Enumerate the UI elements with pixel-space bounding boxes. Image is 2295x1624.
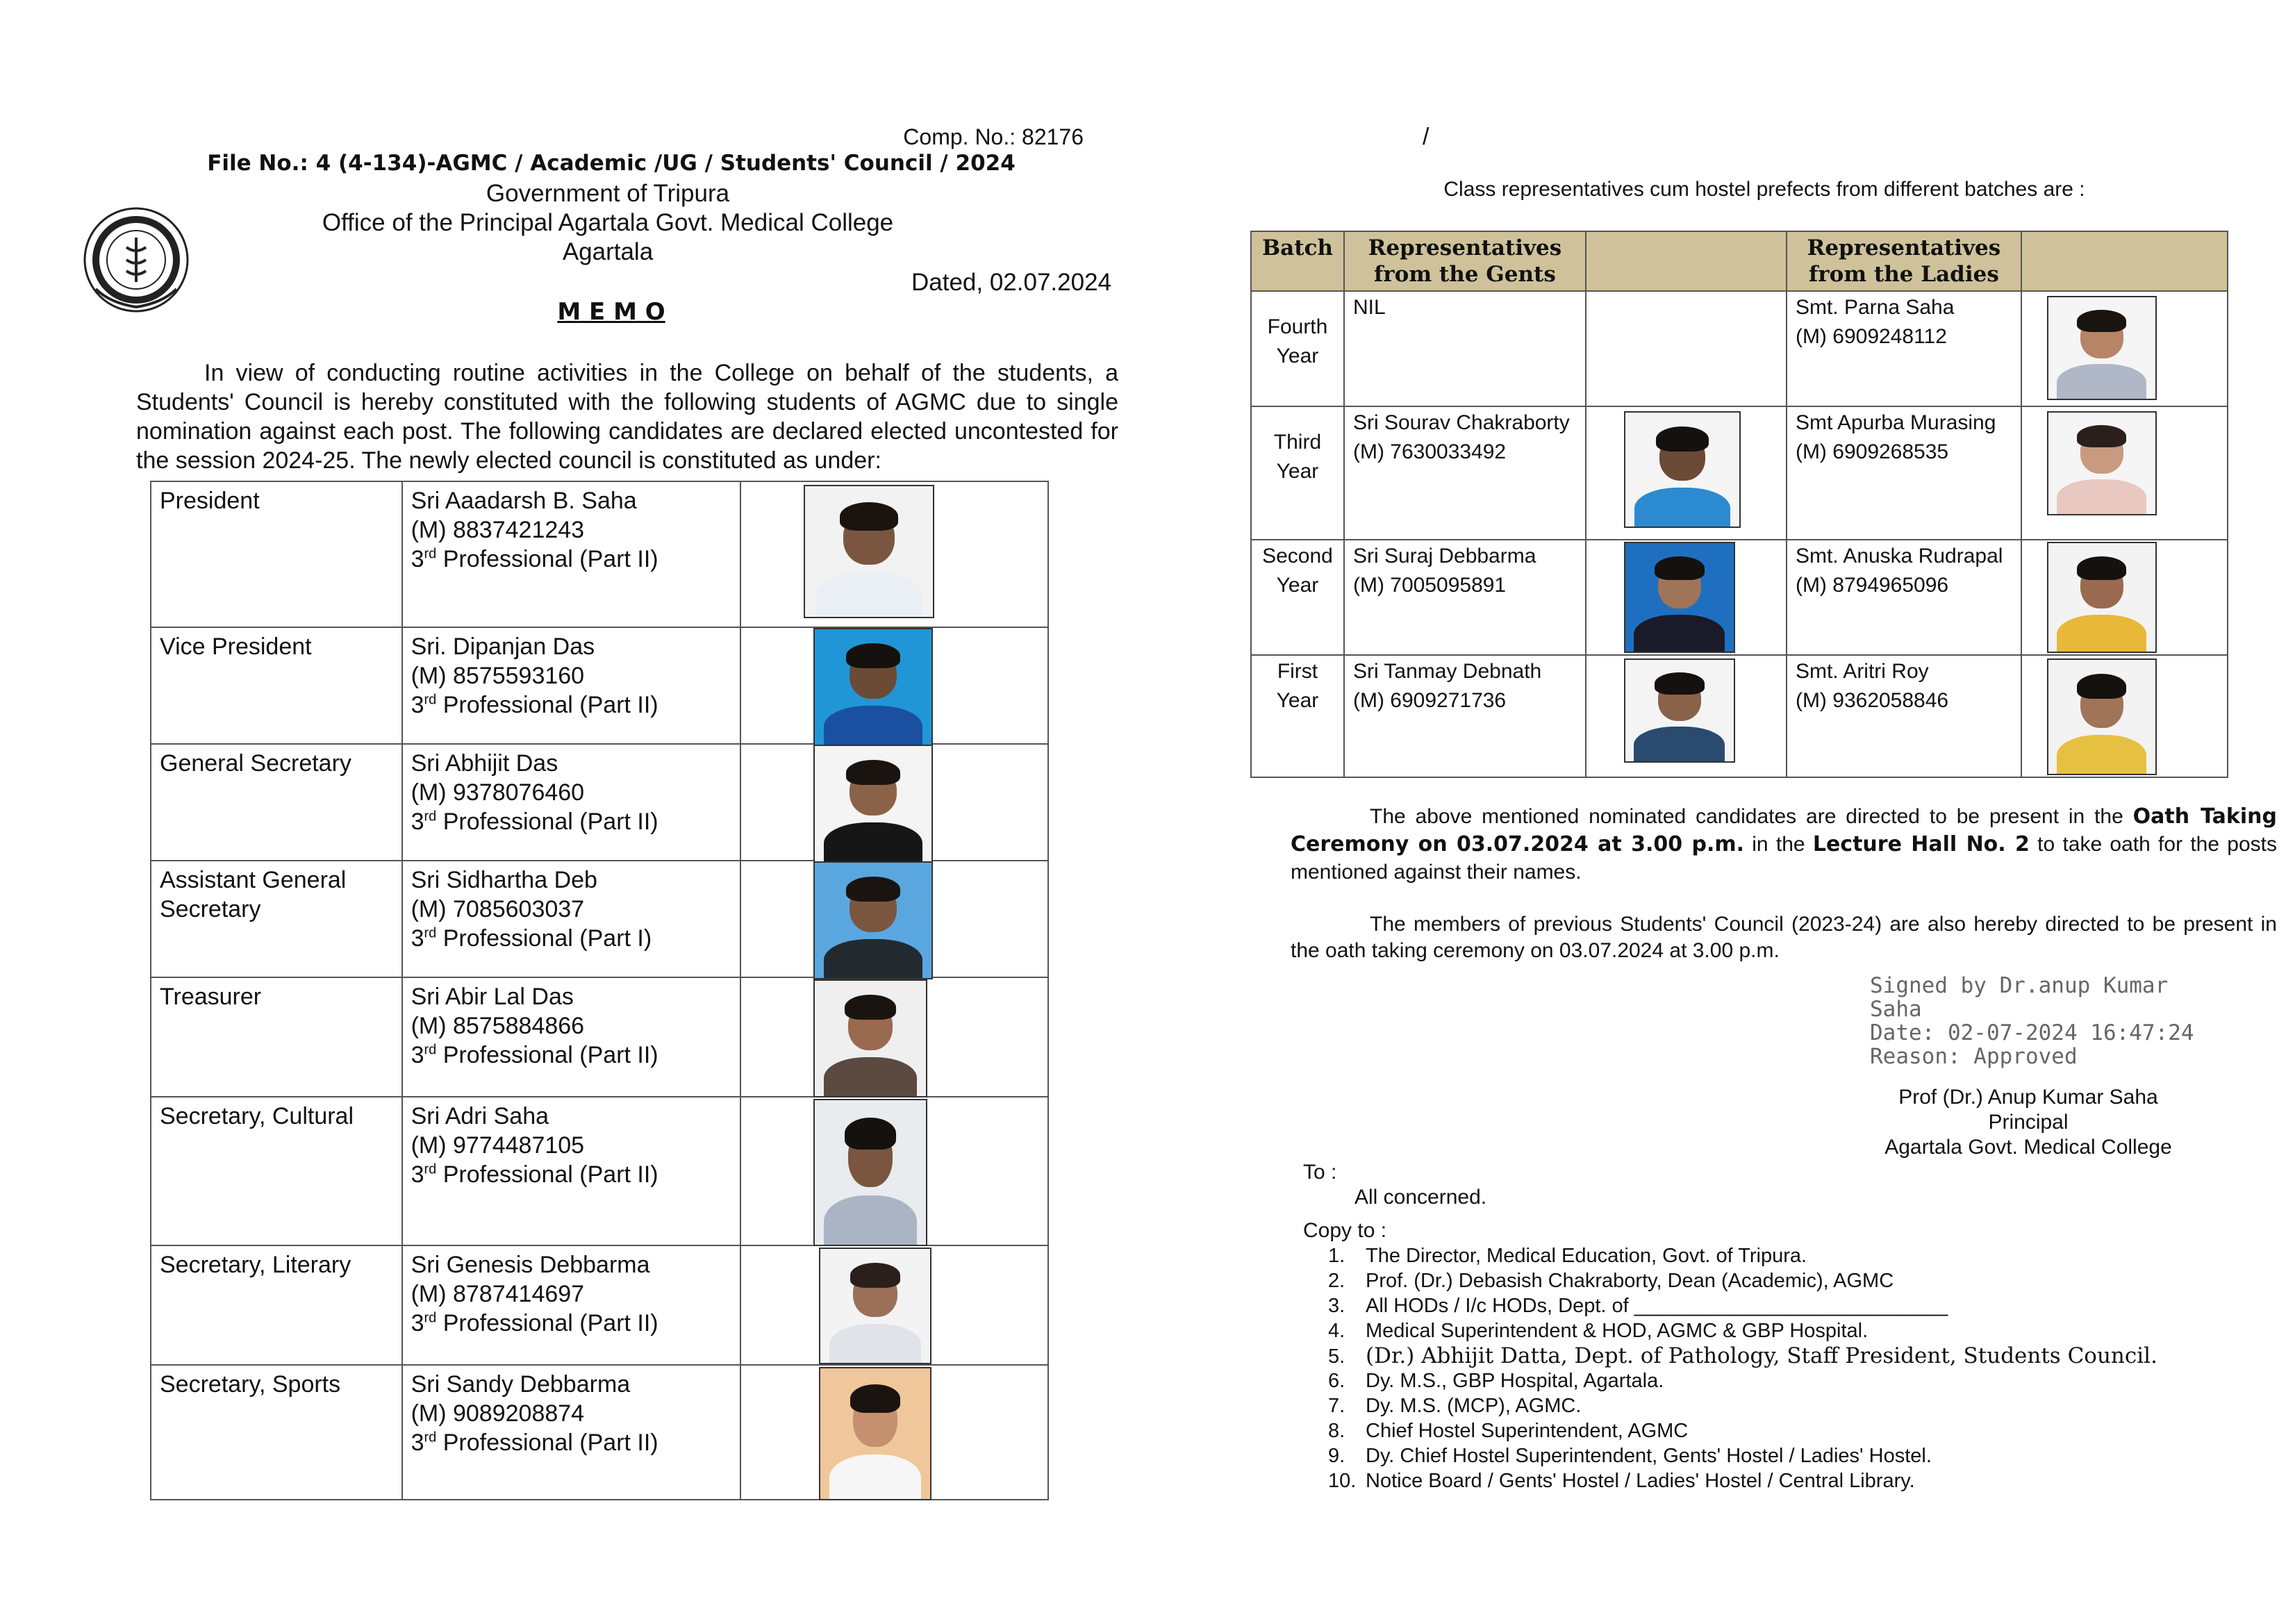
member-photo-cell (740, 481, 1048, 627)
oath-paragraph: The above mentioned nominated candidates are directed to be present in the Oath Taking Ceremony on 03.07.2024 at 3.00 p.m. in the Lecture Hall No. 2 to take oath for the posts mentioned against their names. (1291, 804, 2277, 884)
rep-photo (2047, 542, 2157, 653)
list-item: 2. Prof. (Dr.) Debasish Chakraborty, Dean (Academic), AGMC (1328, 1270, 1894, 1292)
class-reps-table (1250, 231, 2228, 778)
memo-date: Dated, 02.07.2024 (911, 269, 1111, 296)
signatory-block (1764, 1085, 2292, 1160)
gent-rep: Sri Sourav Chakraborty (M) 7630033492 (1344, 406, 1586, 540)
table-row (151, 481, 1048, 627)
council-table (150, 481, 1049, 1500)
council-post: President (151, 481, 402, 627)
digital-signature: Signed by Dr.anup Kumar Saha Date: 02-07-2024 16:47:24 Reason: Approved (1870, 973, 2194, 1069)
copy-to-label: Copy to : (1303, 1219, 1387, 1242)
member-name: Sri. Dipanjan Das (411, 633, 595, 660)
list-item: 10. Notice Board / Gents' Hostel / Ladies' Hostel / Central Library. (1328, 1470, 1915, 1492)
member-name: Sri Adri Saha (411, 1103, 549, 1129)
member-photo (804, 485, 934, 618)
member-mobile: (M) 9378076460 (411, 779, 585, 806)
rep-photo (1624, 542, 1735, 653)
table-row (151, 744, 1048, 861)
member-photo (819, 1367, 931, 1500)
header-ladies: Representatives from the Ladies (1787, 231, 2021, 291)
file-number: File No.: 4 (4-134)-AGMC / Academic /UG / Students' Council / 2024 (207, 151, 1016, 176)
council-member (402, 977, 740, 1097)
council-post: Treasurer (151, 977, 402, 1097)
member-photo-cell (740, 744, 1048, 861)
comp-number: Comp. No.: 82176 (903, 124, 1084, 149)
list-item: 3. All HODs / I/c HODs, Dept. of ____________________________ (1328, 1295, 1948, 1317)
intro-paragraph: In view of conducting routine activities in the College on behalf of the students, a Students' Council is hereby constituted with the following students of AGMC due to single nomination against each post. The following candidates are declared elected uncontested for the session 2024-25. The newly elected council is constituted as under: (136, 360, 1118, 474)
member-name: Sri Abir Lal Das (411, 984, 574, 1010)
rep-photo (2047, 296, 2157, 400)
member-mobile: (M) 8575884866 (411, 1013, 585, 1039)
slash-mark: / (1423, 124, 1430, 150)
member-year: 3rd Professional (Part I) (411, 925, 652, 952)
list-item: 4. Medical Superintendent & HOD, AGMC & GBP Hospital. (1328, 1320, 1869, 1342)
list-item: 1. The Director, Medical Education, Govt. of Tripura. (1328, 1245, 1807, 1267)
member-mobile: (M) 8837421243 (411, 517, 585, 543)
header-batch: Batch (1251, 231, 1344, 291)
member-mobile: (M) 7085603037 (411, 896, 585, 922)
gent-rep: NIL (1344, 291, 1586, 406)
signatory-name: Prof (Dr.) Anup Kumar Saha (1898, 1086, 2158, 1109)
member-mobile: (M) 8787414697 (411, 1281, 585, 1307)
office-title: Office of the Principal Agartala Govt. Medical College (322, 209, 894, 236)
list-item: 6. Dy. M.S., GBP Hospital, Agartala. (1328, 1370, 1664, 1392)
batch-cell: First Year (1251, 655, 1344, 777)
list-item: 7. Dy. M.S. (MCP), AGMC. (1328, 1395, 1582, 1417)
previous-council-paragraph: The members of previous Students' Council (2023-24) are also hereby directed to be present in the oath taking ceremony on 03.07.2024 at 3.00 p.m. (1291, 913, 2277, 962)
table-row (151, 627, 1048, 744)
lady-photo-cell (2021, 291, 2228, 406)
member-photo (813, 1099, 927, 1246)
table-row (151, 977, 1048, 1097)
table-row (1251, 655, 2228, 777)
member-mobile: (M) 9089208874 (411, 1400, 585, 1427)
member-year: 3rd Professional (Part II) (411, 692, 658, 718)
lady-rep: Smt. Anuska Rudrapal (M) 8794965096 (1787, 540, 2021, 655)
government-title: Government of Tripura (486, 180, 730, 207)
table-header-row (1251, 231, 2228, 291)
council-post: Assistant General Secretary (151, 861, 402, 977)
member-photo (819, 1248, 931, 1364)
council-member (402, 1097, 740, 1245)
member-name: Sri Aaadarsh B. Saha (411, 488, 637, 514)
table-row (1251, 291, 2228, 406)
city-title: Agartala (562, 238, 654, 265)
batch-cell: Fourth Year (1251, 291, 1344, 406)
gent-photo-cell (1586, 291, 1787, 406)
list-item: 8. Chief Hostel Superintendent, AGMC (1328, 1420, 1689, 1442)
rep-photo (2047, 658, 2157, 775)
council-member (402, 861, 740, 977)
member-photo-cell (740, 627, 1048, 744)
member-photo (813, 745, 933, 863)
table-row (1251, 406, 2228, 540)
rep-photo (2047, 411, 2157, 515)
member-year: 3rd Professional (Part II) (411, 1042, 658, 1068)
member-name: Sri Abhijit Das (411, 750, 558, 777)
member-mobile: (M) 9774487105 (411, 1132, 585, 1159)
member-name: Sri Sandy Debbarma (411, 1371, 631, 1398)
member-name: Sri Sidhartha Deb (411, 867, 597, 893)
member-year: 3rd Professional (Part II) (411, 809, 658, 835)
member-photo-cell (740, 1245, 1048, 1365)
council-post: General Secretary (151, 744, 402, 861)
council-member (402, 1245, 740, 1365)
gent-photo-cell (1586, 540, 1787, 655)
gent-rep: Sri Suraj Debbarma (M) 7005095891 (1344, 540, 1586, 655)
gent-photo-cell (1586, 406, 1787, 540)
gent-photo-cell (1586, 655, 1787, 777)
batch-cell: Second Year (1251, 540, 1344, 655)
table-row (1251, 540, 2228, 655)
header-ladies-photo (2021, 231, 2228, 291)
to-value: All concerned. (1354, 1186, 1487, 1209)
member-photo-cell (740, 861, 1048, 977)
table-row (151, 1097, 1048, 1245)
lady-photo-cell (2021, 655, 2228, 777)
lady-rep: Smt. Parna Saha (M) 6909248112 (1787, 291, 2021, 406)
member-photo (813, 979, 927, 1097)
signatory-org: Agartala Govt. Medical College (1884, 1136, 2172, 1159)
list-item: 9. Dy. Chief Hostel Superintendent, Gents' Hostel / Ladies' Hostel. (1328, 1445, 1932, 1467)
table-row (151, 861, 1048, 977)
member-photo-cell (740, 1097, 1048, 1245)
council-post: Secretary, Literary (151, 1245, 402, 1365)
lady-rep: Smt. Aritri Roy (M) 9362058846 (1787, 655, 2021, 777)
member-photo (813, 861, 933, 979)
header-gents: Representatives from the Gents (1344, 231, 1586, 291)
council-member (402, 1365, 740, 1500)
rep-photo (1624, 658, 1735, 763)
member-year: 3rd Professional (Part II) (411, 1161, 658, 1188)
council-post: Secretary, Cultural (151, 1097, 402, 1245)
table-row (151, 1245, 1048, 1365)
member-year: 3rd Professional (Part II) (411, 1430, 658, 1456)
council-member (402, 744, 740, 861)
member-photo (813, 628, 933, 746)
lady-photo-cell (2021, 540, 2228, 655)
batch-cell: Third Year (1251, 406, 1344, 540)
college-seal-logo (82, 206, 190, 314)
member-year: 3rd Professional (Part II) (411, 546, 658, 572)
council-post: Secretary, Sports (151, 1365, 402, 1500)
gent-rep: Sri Tanmay Debnath (M) 6909271736 (1344, 655, 1586, 777)
lady-photo-cell (2021, 406, 2228, 540)
signatory-title: Principal (1988, 1111, 2069, 1134)
council-post: Vice President (151, 627, 402, 744)
member-year: 3rd Professional (Part II) (411, 1310, 658, 1336)
member-photo-cell (740, 977, 1048, 1097)
member-mobile: (M) 8575593160 (411, 663, 585, 689)
member-name: Sri Genesis Debbarma (411, 1252, 650, 1278)
memo-heading: M E M O (557, 298, 665, 326)
lady-rep: Smt Apurba Murasing (M) 6909268535 (1787, 406, 2021, 540)
to-label: To : (1303, 1161, 1337, 1184)
header-gents-photo (1586, 231, 1787, 291)
council-member (402, 627, 740, 744)
council-member (402, 481, 740, 627)
class-reps-heading: Class representatives cum hostel prefects from different batches are : (1443, 178, 2085, 201)
list-item: 5. (Dr.) Abhijit Datta, Dept. of Pathology, Staff President, Students Council. (1328, 1343, 2157, 1368)
rep-photo (1624, 411, 1741, 528)
table-row (151, 1365, 1048, 1500)
member-photo-cell (740, 1365, 1048, 1500)
